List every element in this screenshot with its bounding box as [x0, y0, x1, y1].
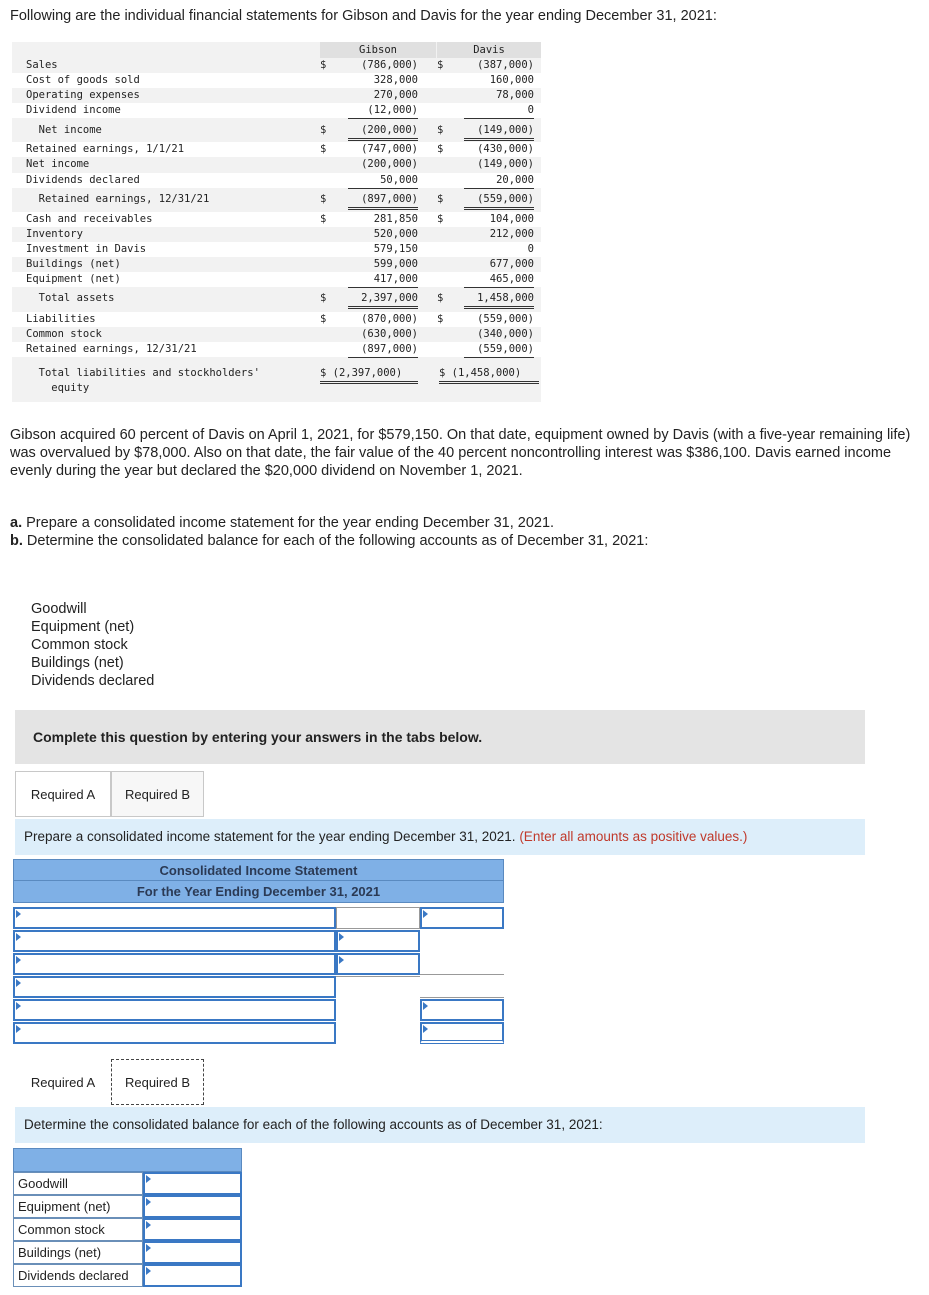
line-item-select[interactable] [13, 907, 336, 929]
davis-value: (387,000) [477, 59, 534, 71]
account-balance-table [13, 1148, 242, 1172]
davis-value: 78,000 [496, 89, 534, 101]
balance-row [13, 1172, 242, 1195]
empty-cell [420, 930, 504, 952]
financial-row [12, 312, 541, 327]
financial-row [12, 291, 541, 306]
line-item-select[interactable] [13, 953, 336, 975]
gibson-value: (897,000) [348, 192, 418, 210]
gibson-value: $ (2,397,000) [320, 366, 418, 384]
balance-row [13, 1195, 242, 1218]
gibson-value: (12,000) [348, 103, 418, 119]
davis-value: (559,000) [477, 313, 534, 325]
dropdown-marker-icon [16, 979, 21, 987]
empty-cell [420, 976, 504, 998]
dollar-sign: $ [437, 313, 444, 325]
davis-value: 0 [464, 103, 534, 119]
davis-value: (559,000) [464, 342, 534, 358]
amount-cell [336, 907, 420, 929]
intro-text: Following are the individual financial statements for Gibson and Davis for the year ending December 31, 2021: [10, 8, 717, 24]
dropdown-marker-icon [146, 1198, 151, 1206]
financial-row [12, 212, 541, 227]
dollar-sign: $ [320, 292, 327, 304]
dropdown-marker-icon [146, 1221, 151, 1229]
gibson-value: 579,150 [373, 243, 418, 255]
question-a-label: a. [10, 515, 23, 531]
consolidated-income-statement [13, 859, 504, 903]
davis-value: 1,458,000 [464, 291, 534, 309]
balance-row [13, 1264, 242, 1287]
line-item-select[interactable] [13, 976, 336, 998]
dollar-sign: $ [320, 313, 327, 325]
account-item: Dividends declared [31, 673, 155, 689]
financial-row-label: Cost of goods sold [26, 74, 140, 86]
dropdown-marker-icon [16, 1002, 21, 1010]
financial-row-label: Equipment (net) [26, 273, 121, 285]
scenario-text: Gibson acquired 60 percent of Davis on April 1, 2021, for $579,150. On that date, equipment owned by Davis (with a five-year remaining life) was overvalued by $78,000. Also on that date, the fair value of the 40 percent noncontrolling interest was $386,100. Davis earned income evenly during the year but declared the $20,000 dividend on November 1, 2021. [10, 427, 911, 479]
dollar-sign: $ [437, 59, 444, 71]
davis-value: (559,000) [464, 192, 534, 210]
dropdown-marker-icon [16, 956, 21, 964]
financial-row [12, 73, 541, 88]
financial-row-label: Buildings (net) [26, 258, 121, 270]
dollar-sign: $ [437, 193, 444, 205]
question-b-text: Determine the consolidated balance for each of the following accounts as of December 31, 2021: [26, 533, 649, 549]
line-item-select[interactable] [13, 1022, 336, 1044]
question-b [10, 532, 915, 550]
required-a-instruction [15, 819, 865, 855]
davis-value: 104,000 [489, 213, 534, 225]
dollar-sign: $ [437, 124, 444, 136]
davis-value: 677,000 [489, 258, 534, 270]
statement-row [13, 953, 504, 976]
dollar-sign: $ [320, 193, 327, 205]
financial-row-label: Net income [26, 158, 90, 170]
statement-row [13, 1022, 504, 1045]
financial-row [12, 103, 541, 118]
empty-cell [336, 999, 420, 1021]
line-item-select[interactable] [13, 930, 336, 952]
dropdown-marker-icon [16, 1025, 21, 1033]
financial-row-label: Operating expenses [26, 89, 140, 101]
tab-required-b-bottom[interactable]: Required B [111, 1059, 204, 1105]
gibson-value: (630,000) [361, 328, 418, 340]
statement-row [13, 999, 504, 1022]
statement-row [13, 930, 504, 953]
gibson-value: 599,000 [373, 258, 418, 270]
dropdown-marker-icon [146, 1267, 151, 1275]
financial-row [12, 342, 541, 357]
financial-row [12, 192, 541, 207]
davis-value: (149,000) [477, 158, 534, 170]
gibson-column-header: Gibson [320, 42, 436, 58]
account-item: Buildings (net) [31, 655, 124, 671]
financial-row [12, 242, 541, 257]
dollar-sign: $ [320, 213, 327, 225]
financial-row-label-continued: equity [26, 382, 90, 394]
gibson-value: (747,000) [361, 143, 418, 155]
amount-input[interactable] [336, 953, 420, 975]
financial-row [12, 88, 541, 103]
buildings-input[interactable] [143, 1241, 242, 1264]
dollar-sign: $ [437, 213, 444, 225]
financial-row-label: Common stock [26, 328, 102, 340]
gibson-value: 270,000 [373, 89, 418, 101]
dropdown-marker-icon [16, 910, 21, 918]
davis-value: 212,000 [489, 228, 534, 240]
financial-row [12, 142, 541, 157]
financial-row [12, 123, 541, 138]
gibson-value: (200,000) [361, 158, 418, 170]
gibson-value: 328,000 [373, 74, 418, 86]
empty-cell [336, 1022, 420, 1044]
financial-row [12, 157, 541, 172]
dropdown-marker-icon [146, 1175, 151, 1183]
gibson-value: 520,000 [373, 228, 418, 240]
davis-value: 465,000 [464, 272, 534, 288]
davis-value: (430,000) [477, 143, 534, 155]
statement-title: Consolidated Income Statement [13, 859, 504, 881]
dropdown-marker-icon [339, 956, 344, 964]
financial-row-label: Total liabilities and stockholders' [26, 367, 260, 379]
financial-row-label: Investment in Davis [26, 243, 147, 255]
balance-row [13, 1218, 242, 1241]
empty-cell [420, 953, 504, 975]
dropdown-marker-icon [423, 1025, 428, 1033]
total-amount-input[interactable] [420, 907, 504, 929]
financial-row [12, 58, 541, 73]
financial-row [12, 257, 541, 272]
financial-row-label: Dividend income [26, 104, 121, 116]
balance-row [13, 1241, 242, 1264]
amount-input[interactable] [336, 930, 420, 952]
net-amount-input[interactable] [420, 1022, 504, 1044]
financial-row [12, 173, 541, 188]
davis-value: 160,000 [489, 74, 534, 86]
financial-row [12, 366, 541, 394]
total-amount-input[interactable] [420, 999, 504, 1021]
dollar-sign: $ [437, 292, 444, 304]
account-item: Equipment (net) [31, 619, 135, 635]
question-a-text: Prepare a consolidated income statement for the year ending December 31, 2021. [26, 515, 555, 531]
balance-account-label: Buildings (net) [13, 1241, 143, 1264]
davis-column-header: Davis [437, 42, 541, 58]
davis-value: (340,000) [477, 328, 534, 340]
davis-value: $ (1,458,000) [439, 366, 539, 384]
financial-row-label: Net income [26, 124, 102, 136]
balance-account-label: Dividends declared [13, 1264, 143, 1287]
dollar-sign: $ [320, 59, 327, 71]
financial-row-label: Total assets [26, 292, 115, 304]
financial-row-label: Inventory [26, 228, 83, 240]
line-item-select[interactable] [13, 999, 336, 1021]
required-a-note: (Enter all amounts as positive values.) [519, 829, 748, 844]
gibson-value: 281,850 [373, 213, 418, 225]
tab-required-b[interactable]: Required B [111, 771, 204, 817]
statement-row [13, 907, 504, 930]
dollar-sign: $ [320, 124, 327, 136]
account-balance-header [13, 1148, 242, 1172]
balance-account-label: Equipment (net) [13, 1195, 143, 1218]
goodwill-input[interactable] [143, 1172, 242, 1195]
equipment-input[interactable] [143, 1195, 242, 1218]
gibson-value: 50,000 [348, 173, 418, 189]
question-b-label: b. [10, 533, 23, 549]
davis-value: 20,000 [464, 173, 534, 189]
account-item: Common stock [31, 637, 128, 653]
gibson-value: (870,000) [361, 313, 418, 325]
tab-required-a[interactable]: Required A [15, 771, 111, 817]
dropdown-marker-icon [423, 910, 428, 918]
account-list [31, 600, 154, 690]
financial-row [12, 227, 541, 242]
dollar-sign: $ [437, 143, 444, 155]
financial-row-label: Retained earnings, 12/31/21 [26, 193, 210, 205]
financial-row-label: Liabilities [26, 313, 96, 325]
empty-cell [336, 976, 420, 998]
tab-required-a-bottom[interactable]: Required A [15, 1059, 111, 1105]
financial-row-label: Retained earnings, 1/1/21 [26, 143, 185, 155]
gibson-value: 417,000 [348, 272, 418, 288]
dropdown-marker-icon [339, 933, 344, 941]
financial-row [12, 327, 541, 342]
gibson-value: (200,000) [348, 123, 418, 141]
dropdown-marker-icon [16, 933, 21, 941]
dollar-sign: $ [320, 143, 327, 155]
dividends-input[interactable] [143, 1264, 242, 1287]
financial-row-label: Dividends declared [26, 174, 140, 186]
common-stock-input[interactable] [143, 1218, 242, 1241]
statement-row [13, 976, 504, 999]
balance-account-label: Common stock [13, 1218, 143, 1241]
financial-row-label: Cash and receivables [26, 213, 153, 225]
instructions-banner: Complete this question by entering your answers in the tabs below. [15, 710, 865, 764]
financial-row-label: Retained earnings, 12/31/21 [26, 343, 197, 355]
account-item: Goodwill [31, 601, 87, 617]
dropdown-marker-icon [146, 1244, 151, 1252]
financial-row [12, 272, 541, 287]
dropdown-marker-icon [423, 1002, 428, 1010]
required-a-instruction-text: Prepare a consolidated income statement for the year ending December 31, 2021. [24, 829, 516, 844]
statement-subtitle: For the Year Ending December 31, 2021 [13, 881, 504, 903]
financial-statements-table [12, 42, 541, 402]
balance-account-label: Goodwill [13, 1172, 143, 1195]
gibson-value: 2,397,000 [348, 291, 418, 309]
gibson-value: (786,000) [361, 59, 418, 71]
gibson-value: (897,000) [348, 342, 418, 358]
davis-value: (149,000) [464, 123, 534, 141]
required-b-instruction: Determine the consolidated balance for each of the following accounts as of December 31, 2021: [15, 1107, 865, 1143]
davis-value: 0 [527, 243, 534, 255]
financial-row-label: Sales [26, 59, 58, 71]
question-a [10, 514, 915, 532]
